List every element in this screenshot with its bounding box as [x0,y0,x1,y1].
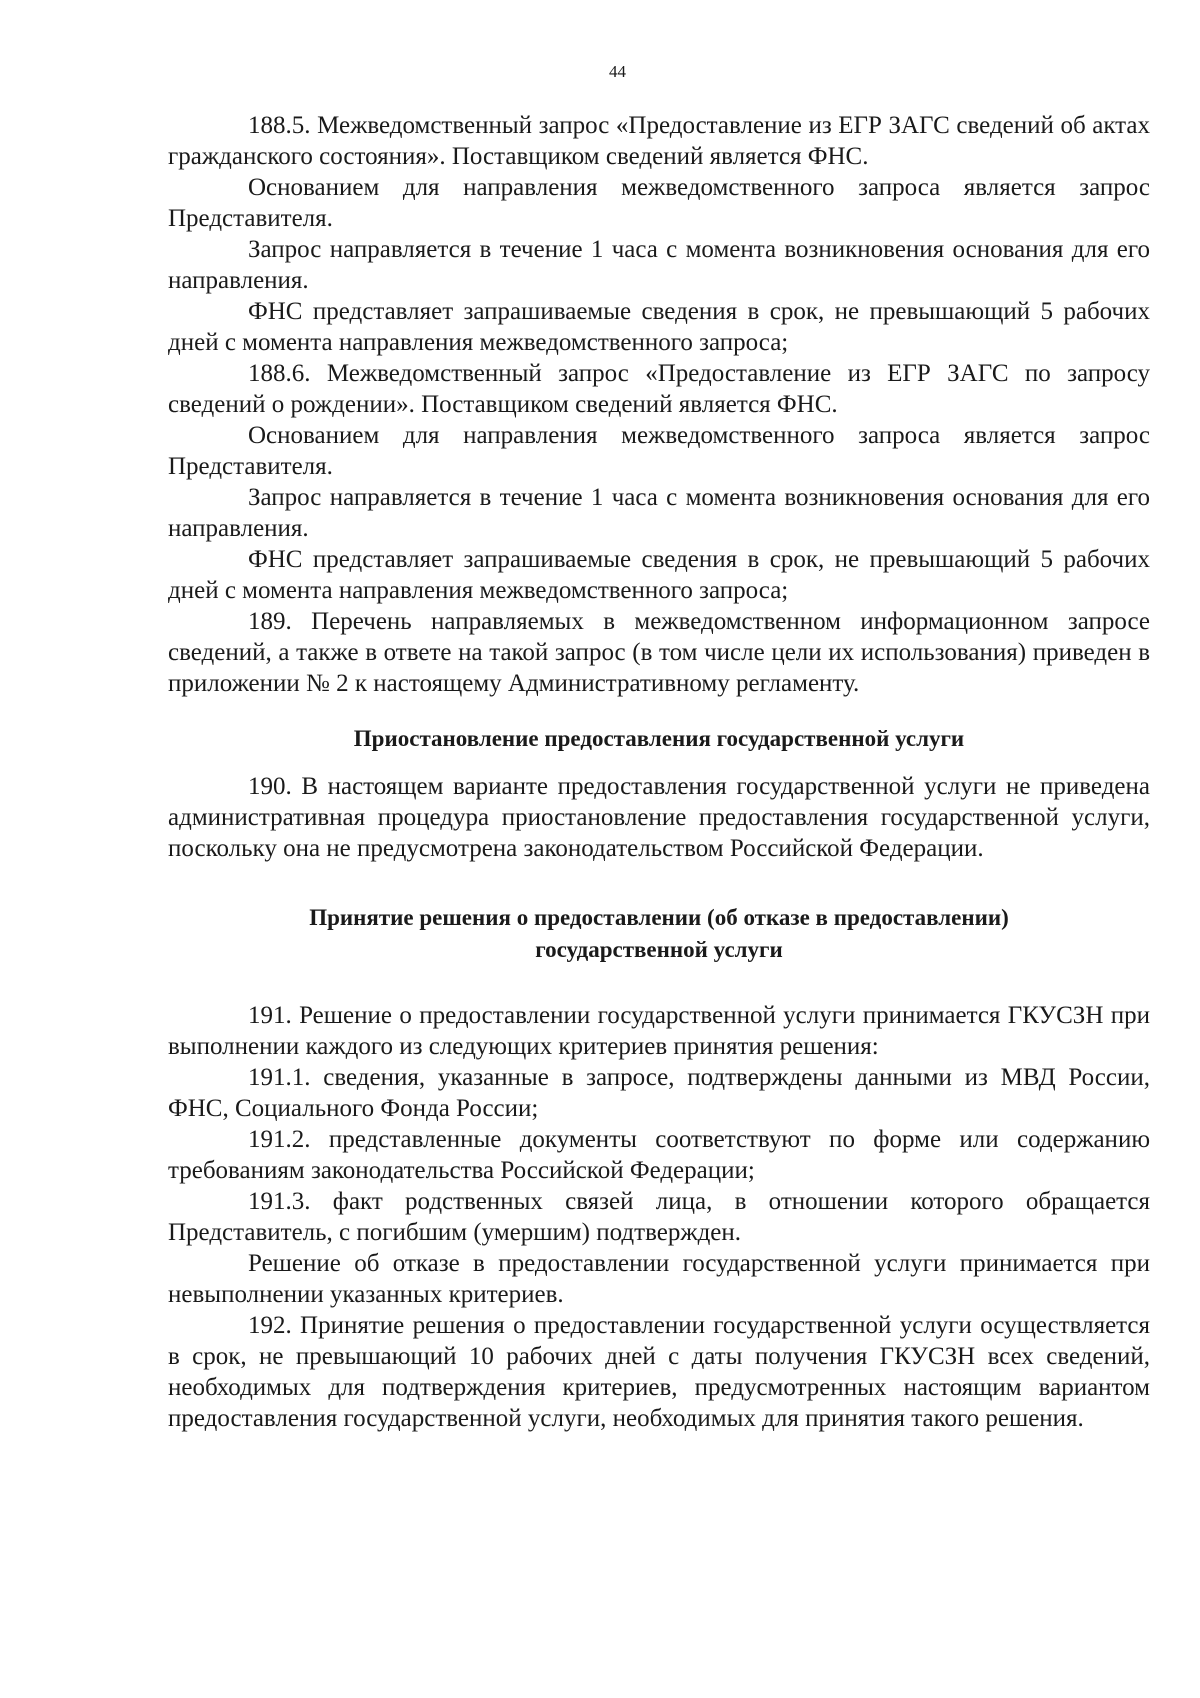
section-heading-decision-line1: Принятие решения о предоставлении (об отказе в предоставлении) [309,905,1009,930]
paragraph-188-6-timing: Запрос направляется в течение 1 часа с момента возникновения основания для его направления. [168,484,1150,542]
section-heading-suspension: Приостановление предоставления государственной услуги [353,726,965,751]
paragraph-189: 189. Перечень направляемых в межведомственном информационном запросе сведений, а также в ответе на такой запрос (в том числе цели их использования) приведен в приложении № 2 к настоящему Административному регламенту. [168,608,1150,697]
paragraph-191-3: 191.3. факт родственных связей лица, в отношении которого обращается Представитель, с погибшим (умершим) подтвержден. [168,1188,1150,1246]
paragraph-192: 192. Принятие решения о предоставлении государственной услуги осуществляется в срок, не превышающий 10 рабочих дней с даты получения ГКУСЗН всех сведений, необходимых для подтверждения критериев, предусмотренных настоящим вариантом предоставления государственной услуги, необходимых для принятия такого решения. [168,1312,1150,1432]
document-body [168,110,1150,1434]
paragraph-188-6-response: ФНС представляет запрашиваемые сведения в срок, не превышающий 5 рабочих дней с момента направления межведомственного запроса; [168,546,1150,604]
section-suspension-body [168,771,1150,864]
paragraph-188-5-response: ФНС представляет запрашиваемые сведения в срок, не превышающий 5 рабочих дней с момента направления межведомственного запроса; [168,298,1150,356]
paragraph-188-6-basis: Основанием для направления межведомственного запроса является запрос Представителя. [168,422,1150,480]
paragraph-191-2: 191.2. представленные документы соответствуют по форме или содержанию требованиям законодательства Российской Федерации; [168,1126,1150,1184]
paragraph-190: 190. В настоящем варианте предоставления государственной услуги не приведена административная процедура приостановление предоставления государственной услуги, поскольку она не предусмотрена законодательством Российской Федерации. [168,773,1150,862]
paragraph-188-5: 188.5. Межведомственный запрос «Предоставление из ЕГР ЗАГС сведений об актах гражданского состояния». Поставщиком сведений является ФНС. [168,112,1150,170]
section-decision-body [168,1000,1150,1434]
paragraph-188-6: 188.6. Межведомственный запрос «Предоставление из ЕГР ЗАГС по запросу сведений о рождении». Поставщиком сведений является ФНС. [168,360,1150,418]
paragraph-188-5-timing: Запрос направляется в течение 1 часа с момента возникновения основания для его направления. [168,236,1150,294]
section-heading-decision [168,902,1150,966]
paragraph-191: 191. Решение о предоставлении государственной услуги принимается ГКУСЗН при выполнении каждого из следующих критериев принятия решения: [168,1002,1150,1060]
section-heading-decision-line2: государственной услуги [535,937,783,962]
page-number: 44 [609,62,626,81]
paragraph-refusal: Решение об отказе в предоставлении государственной услуги принимается при невыполнении указанных критериев. [168,1250,1150,1308]
paragraph-191-1: 191.1. сведения, указанные в запросе, подтверждены данными из МВД России, ФНС, Социального Фонда России; [168,1064,1150,1122]
paragraph-188-5-basis: Основанием для направления межведомственного запроса является запрос Представителя. [168,174,1150,232]
